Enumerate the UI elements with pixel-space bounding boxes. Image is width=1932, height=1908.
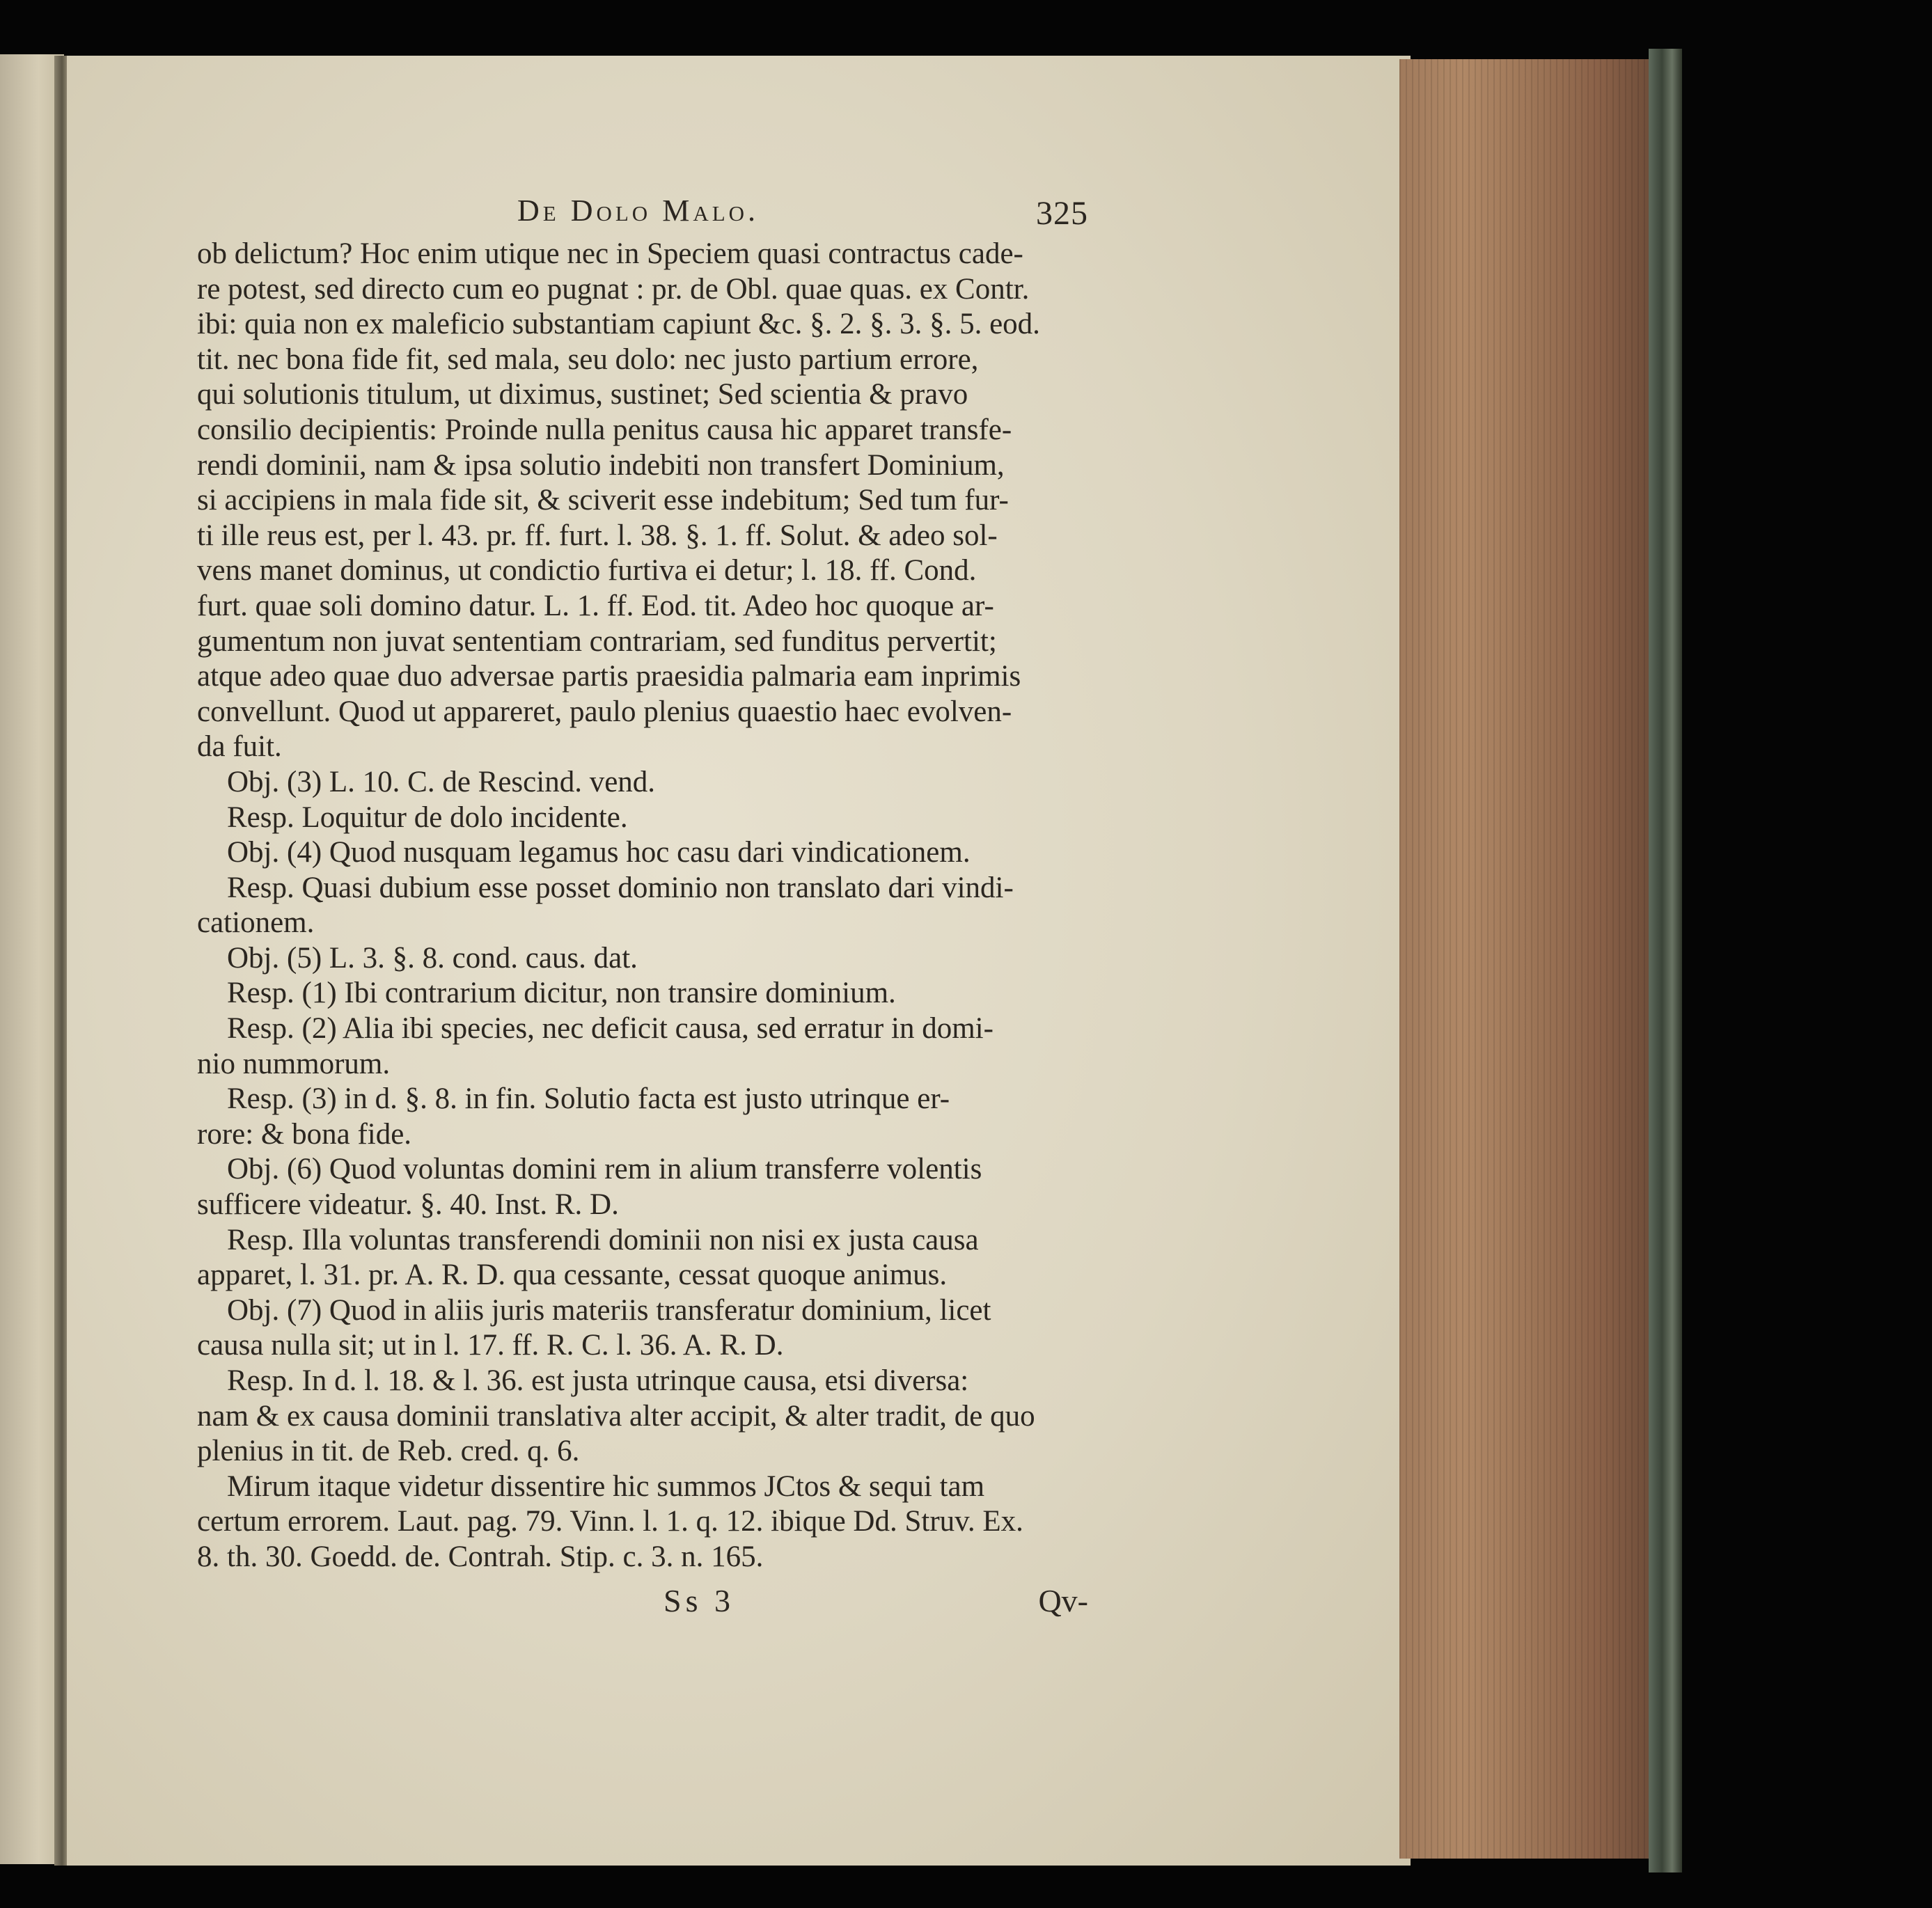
text-line: nam & ex causa dominii translativa alter accipit, & alter tradit, de quo [197, 1399, 1035, 1433]
text-line: cationem. [197, 906, 315, 940]
text-line: atque adeo quae duo adversae partis praesidia palmaria eam inprimis [197, 660, 1021, 693]
text-line: consilio decipientis: Proinde nulla penitus causa hic apparet transfe- [197, 413, 1012, 446]
text-line: Obj. (5) L. 3. §. 8. cond. caus. dat. [197, 941, 638, 975]
text-line: Resp. (1) Ibi contrarium dicitur, non transire dominium. [197, 977, 896, 1010]
catchword: Qv- [1038, 1582, 1088, 1618]
text-line: Resp. Quasi dubium esse posset dominio non translato dari vindi- [197, 871, 1014, 904]
signature-mark: Ss 3 [663, 1582, 735, 1618]
text-line: Obj. (3) L. 10. C. de Rescind. vend. [197, 765, 656, 798]
text-line: rore: & bona fide. [197, 1117, 412, 1151]
page-header [197, 188, 1116, 237]
text-line: Resp. (3) in d. §. 8. in fin. Solutio facta est justo utrinque er- [197, 1082, 950, 1116]
text-line: 8. th. 30. Goedd. de. Contrah. Stip. c. 3. n. 165. [197, 1540, 764, 1573]
page-footer [197, 1584, 1116, 1632]
text-line: apparet, l. 31. pr. A. R. D. qua cessante, cessat quoque animus. [197, 1259, 948, 1292]
text-line: si accipiens in mala fide sit, & sciverit esse indebitum; Sed tum fur- [197, 484, 1009, 517]
page-number: 325 [1036, 195, 1088, 232]
text-line: rendi dominii, nam & ipsa solutio indebiti non transfert Dominium, [197, 448, 1005, 482]
text-line: re potest, sed directo cum eo pugnat : pr. de Obl. quae quas. ex Contr. [197, 272, 1030, 306]
text-line: Obj. (4) Quod nusquam legamus hoc casu dari vindicationem. [197, 836, 971, 869]
text-line: certum errorem. Laut. pag. 79. Vinn. l. 1. q. 12. ibique Dd. Struv. Ex. [197, 1505, 1023, 1538]
text-line: ibi: quia non ex maleficio substantiam capiunt &c. §. 2. §. 3. §. 5. eod. [197, 308, 1040, 341]
text-line: ti ille reus est, per l. 43. pr. ff. furt. l. 38. §. 1. ff. Solut. & adeo sol- [197, 519, 998, 552]
text-line: plenius in tit. de Reb. cred. q. 6. [197, 1435, 580, 1468]
body-text [197, 237, 1116, 1575]
text-line: convellunt. Quod ut appareret, paulo plenius quaestio haec evolven- [197, 695, 1012, 728]
text-line: qui solutionis titulum, ut diximus, sustinet; Sed scientia & pravo [197, 378, 968, 411]
text-line: Resp. (2) Alia ibi species, nec deficit causa, sed erratur in domi- [197, 1012, 994, 1046]
running-title: De Dolo Malo. [517, 194, 760, 228]
text-line: sufficere videatur. §. 40. Inst. R. D. [197, 1188, 619, 1222]
page-edges-block [1399, 59, 1654, 1859]
text-line: Resp. In d. l. 18. & l. 36. est justa utrinque causa, etsi diversa: [197, 1364, 969, 1397]
text-line: nio nummorum. [197, 1047, 391, 1080]
text-line: Resp. Illa voluntas transferendi dominii non nisi ex justa causa [197, 1223, 979, 1256]
text-line: Resp. Loquitur de dolo incidente. [197, 801, 628, 834]
text-line: Mirum itaque videtur dissentire hic summos JCtos & sequi tam [197, 1469, 985, 1503]
text-line: vens manet dominus, ut condictio furtiva ei detur; l. 18. ff. Cond. [197, 554, 977, 588]
text-line: furt. quae soli domino datur. L. 1. ff. Eod. tit. Adeo hoc quoque ar- [197, 589, 994, 622]
page-text [197, 188, 1116, 1632]
text-line: gumentum non juvat sententiam contrariam, sed funditus pervertit; [197, 624, 997, 658]
text-line: tit. nec bona fide fit, sed mala, seu dolo: nec justo partium errore, [197, 342, 979, 376]
text-line: causa nulla sit; ut in l. 17. ff. R. C. l. 36. A. R. D. [197, 1329, 784, 1362]
text-line: Obj. (6) Quod voluntas domini rem in alium transferre volentis [197, 1153, 982, 1186]
text-line: ob delictum? Hoc enim utique nec in Speciem quasi contractus cade- [197, 237, 1023, 270]
text-line: Obj. (7) Quod in aliis juris materiis transferatur dominium, licet [197, 1293, 991, 1327]
book-cover-edge [1649, 49, 1682, 1872]
text-line: da fuit. [197, 730, 282, 764]
